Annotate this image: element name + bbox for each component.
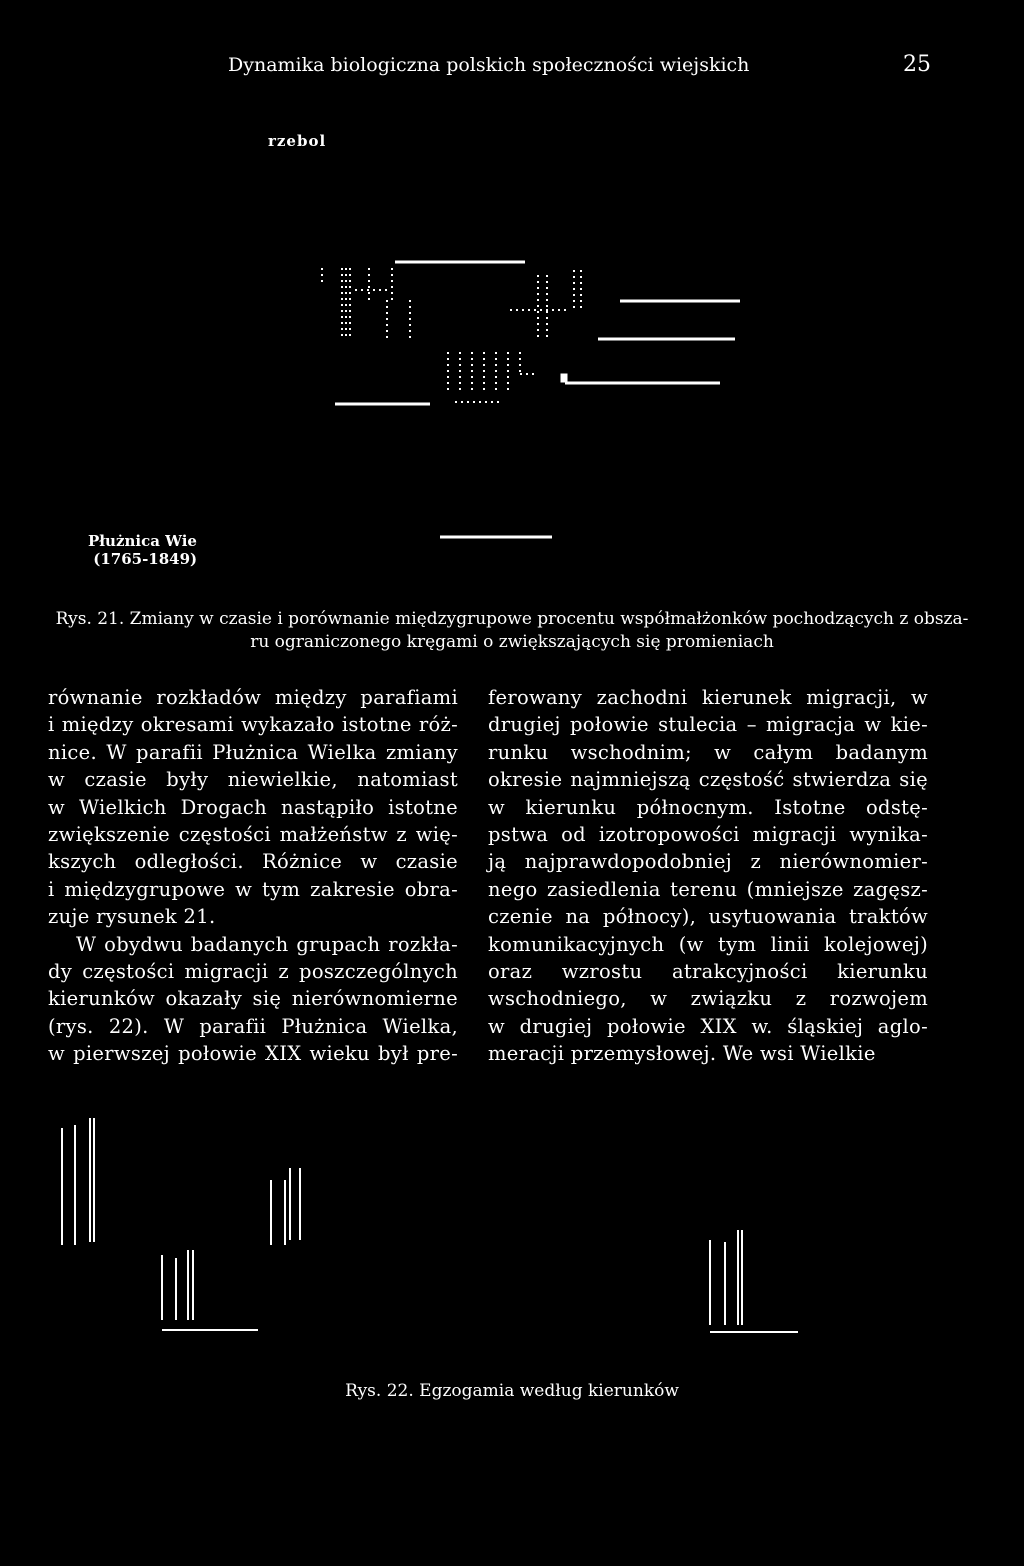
text-line: komunikacyjnych (w tym linii kolejowej): [488, 932, 928, 956]
figure-21-village-label: [88, 532, 197, 568]
page-number: 25: [903, 52, 931, 77]
caption-21-line1: Rys. 21. Zmiany w czasie i porównanie międzygrupowe procentu współmałżonków pochodzących z obsza-: [55, 609, 969, 629]
text-line: (rys. 22). W parafii Płużnica Wielka,: [48, 1014, 458, 1038]
text-line: czenie na północy), usytuowania traktów: [488, 905, 928, 929]
text-line: i międzygrupowe w tym zakresie obra-: [48, 877, 458, 901]
text-line: meracji przemysłowej. We wsi Wielkie: [488, 1042, 876, 1066]
text-line: w drugiej połowie XIX w. śląskiej aglo-: [488, 1014, 928, 1038]
village-label-line2: (1765-1849): [93, 550, 198, 568]
fig21-solid-lines: [335, 262, 740, 537]
text-line: zuje rysunek 21.: [48, 905, 216, 929]
body-text-right-column: [488, 684, 928, 1068]
text-line: wschodniego, w związku z rozwojem: [488, 987, 928, 1011]
figure-22-caption: Rys. 22. Egzogamia według kierunków: [345, 1381, 679, 1401]
text-line: i między okresami wykazało istotne róż-: [48, 713, 458, 737]
text-line: w pierwszej połowie XIX wieku był pre-: [48, 1042, 458, 1066]
text-line: ferowany zachodni kierunek migracji, w: [488, 686, 928, 709]
village-label-line1: Płużnica Wie: [88, 532, 197, 550]
running-title: Dynamika biologiczna polskich społeczności wiejskich: [228, 54, 750, 76]
text-line: runku wschodnim; w całym badanym: [488, 740, 928, 764]
fig21-marker: [561, 374, 567, 382]
text-line: zwiększenie częstości małżeństw z wię-: [48, 823, 458, 847]
text-line: oraz wzrostu atrakcyjności kierunku: [488, 960, 928, 984]
text-line: dy częstości migracji z poszczególnych: [48, 960, 458, 984]
text-line: w Wielkich Drogach nastąpiło istotne: [48, 795, 458, 819]
text-line: kszych odległości. Różnice w czasie: [48, 850, 458, 874]
text-line: nice. W parafii Płużnica Wielka zmiany: [48, 740, 458, 764]
fig21-dot-columns: [322, 268, 581, 390]
caption-21-line2: ru ograniczonego kręgami o zwiększających się promieniach: [250, 632, 774, 652]
text-line: pstwa od izotropowości migracji wynika-: [488, 823, 928, 847]
text-line: okresie najmniejszą częstość stwierdza się: [488, 768, 928, 792]
text-line: nego zasiedlenia terenu (mniejsze zagęsz-: [488, 877, 928, 901]
text-line: W obydwu badanych grupach rozkła-: [76, 932, 458, 956]
text-line: w czasie były niewielkie, natomiast: [48, 768, 458, 792]
text-line: w kierunku północnym. Istotne odstę-: [488, 795, 928, 819]
figure-21-caption: [0, 608, 1024, 654]
text-line: ją najprawdopodobniej z nierównomier-: [488, 850, 928, 874]
figure-21-top-label: rzebol: [268, 132, 327, 150]
body-text-left-column: [48, 684, 458, 1068]
text-line: równanie rozkładów między parafiami: [48, 686, 458, 709]
text-line: kierunków okazały się nierównomierne: [48, 987, 458, 1011]
text-line: drugiej połowie stulecia – migracja w kie-: [488, 713, 928, 737]
